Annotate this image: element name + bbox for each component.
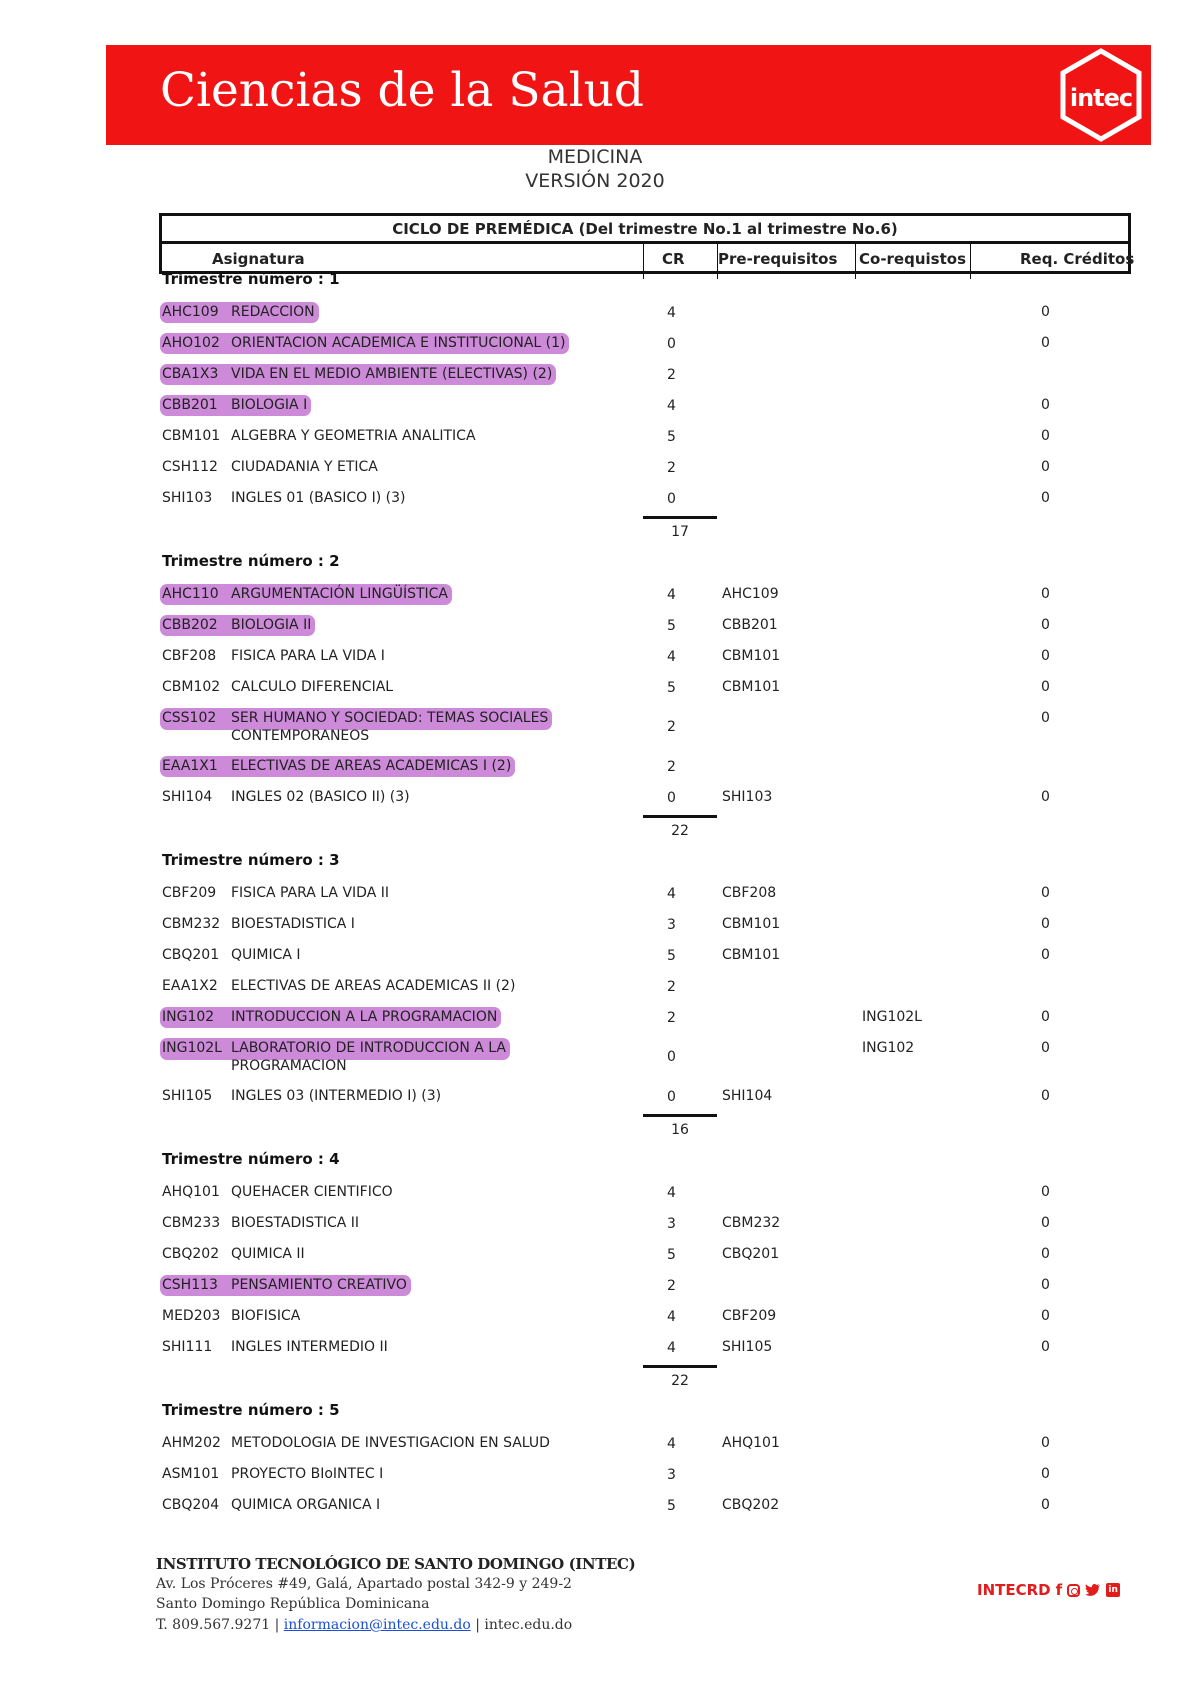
course-credits: 2 [667,979,676,995]
course-name: METODOLOGIA DE INVESTIGACION EN SALUD [231,1435,550,1451]
course-code: AHQ101 [162,1184,220,1200]
intec-logo [1051,45,1151,145]
course-credits: 5 [667,1498,676,1514]
course-name: PENSAMIENTO CREATIVO [231,1277,407,1293]
course-name: BIOFISICA [231,1308,301,1324]
course-credits: 4 [667,305,676,321]
course-code: EAA1X1 [162,758,218,774]
course-row [0,1463,1200,1494]
program-version: VERSIÓN 2020 [525,170,665,192]
header-banner [106,45,1151,145]
course-req-credits: 0 [1041,679,1050,695]
course-name: BIOESTADISTICA I [231,916,355,932]
course-name: ORIENTACION ACADEMICA E INSTITUCIONAL (1) [231,335,566,351]
course-credits: 2 [667,460,676,476]
course-name: BIOLOGIA I [231,397,308,413]
course-name: CIUDADANIA Y ETICA [231,459,378,475]
program-title: MEDICINA [547,146,643,168]
trimester-heading: Trimestre número : 3 [162,851,340,869]
course-name: QUEHACER CIENTIFICO [231,1184,393,1200]
course-code: SHI105 [162,1088,213,1104]
course-name: ALGEBRA Y GEOMETRIA ANALITICA [231,428,476,444]
course-credits: 4 [667,649,676,665]
course-code: CBM101 [162,428,221,444]
course-coreq: ING102 [862,1040,915,1056]
course-row [0,332,1200,363]
course-name-cont: PROGRAMACION [231,1058,347,1074]
course-row [0,1006,1200,1037]
column-divider [717,241,718,279]
logo-text: intec [1069,84,1133,112]
course-row [0,1494,1200,1525]
footer-email-link[interactable]: informacion@intec.edu.do [283,1617,471,1633]
course-credits: 4 [667,1309,676,1325]
course-row [0,1305,1200,1336]
course-req-credits: 0 [1041,459,1050,475]
header-req-credits: Req. Créditos [1020,250,1135,268]
course-row [0,975,1200,1006]
course-code: AHC109 [162,304,219,320]
footer-website[interactable]: | intec.edu.do [475,1617,573,1633]
course-code: AHO102 [162,335,220,351]
course-req-credits: 0 [1041,1040,1050,1056]
course-name: INGLES 01 (BASICO I) (3) [231,490,406,506]
course-credits: 4 [667,398,676,414]
course-code: ING102L [162,1040,222,1056]
course-req-credits: 0 [1041,428,1050,444]
course-code: CBM232 [162,916,221,932]
footer-org: INSTITUTO TECNOLÓGICO DE SANTO DOMINGO (INTEC) [156,1555,636,1573]
course-row [0,944,1200,975]
trimester-heading: Trimestre número : 4 [162,1150,340,1168]
course-prereq: AHC109 [722,586,779,602]
course-name: ELECTIVAS DE AREAS ACADEMICAS I (2) [231,758,512,774]
course-code: CBQ202 [162,1246,220,1262]
course-name: INGLES 03 (INTERMEDIO I) (3) [231,1088,442,1104]
course-row [0,913,1200,944]
course-credits: 0 [667,1089,676,1105]
course-row [0,363,1200,394]
course-credits: 2 [667,1278,676,1294]
course-credits: 2 [667,759,676,775]
course-req-credits: 0 [1041,1466,1050,1482]
course-code: CBQ204 [162,1497,220,1513]
course-row [0,456,1200,487]
course-code: CSH113 [162,1277,218,1293]
course-prereq: CBF209 [722,1308,777,1324]
course-name: CALCULO DIFERENCIAL [231,679,394,695]
course-credits: 4 [667,587,676,603]
course-name: INTRODUCCION A LA PROGRAMACION [231,1009,498,1025]
course-credits: 2 [667,367,676,383]
header-coreq: Co-requistos [859,250,966,268]
course-code: CBM233 [162,1215,221,1231]
course-prereq: CBQ202 [722,1497,780,1513]
course-row [0,394,1200,425]
course-row [0,882,1200,913]
course-credits: 3 [667,917,676,933]
course-code: ASM101 [162,1466,220,1482]
course-req-credits: 0 [1041,490,1050,506]
column-divider [855,241,856,279]
course-req-credits: 0 [1041,1215,1050,1231]
course-row [0,425,1200,456]
course-row [0,1181,1200,1212]
course-prereq: CBM101 [722,648,781,664]
course-name: VIDA EN EL MEDIO AMBIENTE (ELECTIVAS) (2) [231,366,553,382]
footer-phone: T. 809.567.9271 | [156,1617,280,1633]
course-row [0,614,1200,645]
course-code: CBQ201 [162,947,220,963]
course-name: LABORATORIO DE INTRODUCCION A LA [231,1040,506,1056]
course-row [0,786,1200,817]
course-row [0,1432,1200,1463]
course-req-credits: 0 [1041,1009,1050,1025]
course-code: CBB201 [162,397,218,413]
course-name: INGLES 02 (BASICO II) (3) [231,789,410,805]
course-row [0,707,1200,755]
column-divider [970,241,971,279]
course-code: SHI103 [162,490,213,506]
course-code: SHI104 [162,789,213,805]
course-name-cont: CONTEMPORANEOS [231,728,370,744]
course-req-credits: 0 [1041,916,1050,932]
course-req-credits: 0 [1041,710,1050,726]
cycle-title: CICLO DE PREMÉDICA (Del trimestre No.1 al trimestre No.6) [159,213,1131,241]
trimester-total-credits: 16 [671,1122,689,1138]
subtotal-rule [643,815,717,818]
course-code: CBM102 [162,679,221,695]
course-name: FISICA PARA LA VIDA II [231,885,389,901]
course-row [0,583,1200,614]
course-prereq: CBM232 [722,1215,781,1231]
course-req-credits: 0 [1041,947,1050,963]
course-credits: 0 [667,790,676,806]
course-req-credits: 0 [1041,1339,1050,1355]
course-prereq: CBF208 [722,885,777,901]
course-name: QUIMICA II [231,1246,305,1262]
course-credits: 5 [667,618,676,634]
course-prereq: SHI104 [722,1088,773,1104]
course-credits: 5 [667,429,676,445]
course-credits: 0 [667,1049,676,1065]
course-credits: 0 [667,336,676,352]
course-credits: 5 [667,1247,676,1263]
course-row [0,755,1200,786]
footer-address-1: Av. Los Próceres #49, Galá, Apartado postal 342-9 y 249-2 [156,1576,572,1592]
trimester-heading: Trimestre número : 1 [162,270,340,288]
trimester-heading: Trimestre número : 2 [162,552,340,570]
course-name: BIOESTADISTICA II [231,1215,360,1231]
footer-contact [156,1617,572,1633]
course-code: CBF209 [162,885,217,901]
footer-address-2: Santo Domingo República Dominicana [156,1596,430,1612]
social-handle[interactable]: INTECRD [977,1581,1051,1599]
course-code: EAA1X2 [162,978,218,994]
course-code: SHI111 [162,1339,213,1355]
linkedin-icon[interactable]: in [1106,1583,1120,1597]
course-req-credits: 0 [1041,1497,1050,1513]
course-req-credits: 0 [1041,397,1050,413]
course-prereq: CBB201 [722,617,778,633]
course-code: ING102 [162,1009,215,1025]
course-credits: 4 [667,1340,676,1356]
course-name: BIOLOGIA II [231,617,312,633]
course-code: CSH112 [162,459,218,475]
course-code: CBF208 [162,648,217,664]
course-req-credits: 0 [1041,304,1050,320]
course-credits: 5 [667,680,676,696]
course-prereq: SHI105 [722,1339,773,1355]
course-row [0,1274,1200,1305]
course-name: QUIMICA I [231,947,301,963]
header-cr: CR [662,250,685,268]
trimester-total-credits: 17 [671,524,689,540]
course-row [0,1037,1200,1085]
course-credits: 3 [667,1467,676,1483]
course-coreq: ING102L [862,1009,922,1025]
course-row [0,676,1200,707]
faculty-title: Ciencias de la Salud [160,63,644,118]
course-prereq: CBM101 [722,916,781,932]
course-code: CBA1X3 [162,366,219,382]
instagram-icon[interactable] [1067,1584,1080,1597]
course-row [0,1336,1200,1367]
column-divider [643,241,644,279]
course-name: INGLES INTERMEDIO II [231,1339,388,1355]
course-req-credits: 0 [1041,789,1050,805]
course-req-credits: 0 [1041,1246,1050,1262]
course-name: ARGUMENTACIÓN LINGÜÍSTICA [231,586,448,602]
course-name: QUIMICA ORGANICA I [231,1497,381,1513]
course-prereq: SHI103 [722,789,773,805]
trimester-heading: Trimestre número : 5 [162,1401,340,1419]
course-req-credits: 0 [1041,1435,1050,1451]
course-req-credits: 0 [1041,586,1050,602]
course-req-credits: 0 [1041,1277,1050,1293]
social-links [977,1581,1120,1599]
course-name: PROYECTO BIoINTEC I [231,1466,384,1482]
header-prereq: Pre-requisitos [718,250,838,268]
course-code: AHM202 [162,1435,221,1451]
course-code: MED203 [162,1308,221,1324]
course-name: ELECTIVAS DE AREAS ACADEMICAS II (2) [231,978,516,994]
course-req-credits: 0 [1041,1088,1050,1104]
course-row [0,487,1200,518]
course-credits: 4 [667,886,676,902]
course-prereq: CBM101 [722,947,781,963]
course-code: AHC110 [162,586,219,602]
subtotal-rule [643,516,717,519]
course-req-credits: 0 [1041,648,1050,664]
course-row [0,301,1200,332]
subtotal-rule [643,1365,717,1368]
course-prereq: AHQ101 [722,1435,780,1451]
course-req-credits: 0 [1041,335,1050,351]
course-credits: 5 [667,948,676,964]
trimester-total-credits: 22 [671,1373,689,1389]
course-credits: 0 [667,491,676,507]
course-req-credits: 0 [1041,885,1050,901]
course-credits: 2 [667,719,676,735]
facebook-icon[interactable]: f [1055,1581,1063,1599]
course-credits: 4 [667,1436,676,1452]
course-prereq: CBM101 [722,679,781,695]
course-row [0,645,1200,676]
course-req-credits: 0 [1041,1184,1050,1200]
subtotal-rule [643,1114,717,1117]
course-credits: 4 [667,1185,676,1201]
course-name: SER HUMANO Y SOCIEDAD: TEMAS SOCIALES [231,710,549,726]
course-row [0,1085,1200,1116]
course-row [0,1243,1200,1274]
course-credits: 2 [667,1010,676,1026]
course-prereq: CBQ201 [722,1246,780,1262]
course-code: CSS102 [162,710,217,726]
twitter-icon[interactable] [1085,1583,1101,1597]
header-subject: Asignatura [212,250,305,268]
trimester-total-credits: 22 [671,823,689,839]
course-code: CBB202 [162,617,218,633]
course-row [0,1212,1200,1243]
course-name: FISICA PARA LA VIDA I [231,648,385,664]
course-name: REDACCION [231,304,315,320]
course-req-credits: 0 [1041,1308,1050,1324]
course-credits: 3 [667,1216,676,1232]
course-req-credits: 0 [1041,617,1050,633]
